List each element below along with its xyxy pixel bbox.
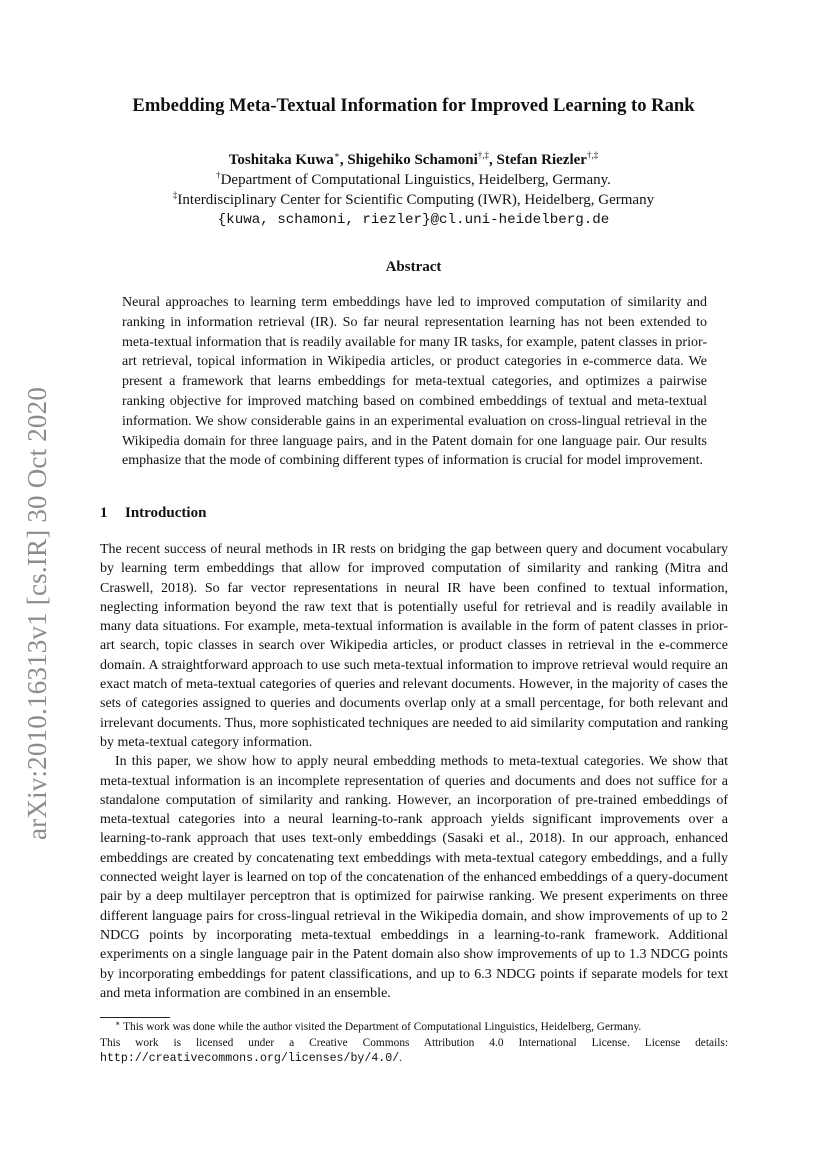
affiliation-mark: † — [216, 170, 221, 180]
author-mark: †,‡ — [477, 150, 490, 160]
paper-title: Embedding Meta-Textual Information for Improved Learning to Rank — [132, 95, 695, 116]
footnote-text: This work was done while the author visited the Department of Computational Linguistics, Heidelberg, Germany. — [123, 1021, 642, 1033]
footnotes — [100, 1020, 728, 1067]
footnote-mark: ∗ — [115, 1019, 121, 1028]
author-email[interactable]: {kuwa, schamoni, riezler}@cl.uni-heidelberg.de — [217, 212, 610, 228]
author-block — [100, 150, 727, 230]
footnote-author-note — [100, 1020, 728, 1036]
body-paragraph: In this paper, we show how to apply neural embedding methods to meta-textual categories. We show that meta-textual information is an incomplete representation of queries and documents and does not suffice for a standalone computation of similarity and ranking. However, an incorporation of pre-trained embeddings of meta-textual categories into a neural learning-to-rank approach yields significant improvements over a learning-to-rank approach that uses text-only embeddings (Sasaki et al., 2018). In our approach, enhanced embeddings are created by concatenating text embeddings with meta-textual category embeddings, and a fully connected weight layer is learned on top of the concatenation of the enhanced embeddings of a query-document pair by a deep multilayer perceptron that is optimized for pairwise ranking. We present experiments on three different language pairs for cross-lingual retrieval in the Wikipedia domain, and show improvements of up to 2 NDCG points by incorporating meta-textual embeddings in a learning-to-rank framework. Additional experiments on a single language pair in the Patent domain also show improvements of up to 1.3 NDCG points by incorporating embeddings for patent classifications, and up to 6.3 NDCG points if separate models for text and meta information are combined in an ensemble. — [100, 754, 728, 1001]
author-mark: †,‡ — [586, 150, 599, 160]
abstract-heading: Abstract — [385, 259, 442, 275]
affiliation-line — [100, 190, 727, 210]
introduction-body — [100, 540, 728, 1003]
author-name: Stefan Riezler — [496, 152, 587, 168]
license-end: . — [399, 1052, 403, 1065]
author-separator: , — [489, 152, 497, 168]
author-name: Shigehiko Schamoni — [347, 152, 478, 168]
section-title: Introduction — [125, 505, 207, 521]
license-url-link[interactable]: http://creativecommons.org/licenses/by/4.0/ — [100, 1052, 400, 1066]
affiliation-mark: ‡ — [172, 190, 178, 200]
arxiv-identifier-stamp: arXiv:2010.16313v1 [cs.IR] 30 Oct 2020 — [22, 386, 52, 840]
author-list — [100, 150, 727, 170]
body-paragraph: The recent success of neural methods in IR rests on bridging the gap between query and document vocabulary by learning term embeddings that allow for improved computation of similarity and ranking (Mitra and Craswell, 2018). So far vector representations in neural IR have been confined to textual information, neglecting information beyond the raw text that is potentially useful for retrieval and is readily available in many data situations. For example, meta-textual information is available in the form of patent classes in prior-art search, topic classes in search over Wikipedia articles, or product classes in retrieval in the e-commerce domain. A straightforward approach to use such meta-textual information to improve retrieval would require an exact match of meta-textual categories of queries and relevant documents. However, in the majority of cases the sets of categories assigned to queries and documents overlap only at a small percentage, for both relevant and irrelevant documents. Thus, more sophisticated techniques are needed to aid similarity computation and ranking by meta-textual category information. — [100, 542, 728, 750]
affiliation-text: Interdisciplinary Center for Scientific Computing (IWR), Heidelberg, Germany — [177, 192, 655, 208]
footnote-rule — [100, 1017, 170, 1018]
abstract-text: Neural approaches to learning term embeddings have led to improved computation of similarity and ranking in information retrieval (IR). So far neural representation learning has not been extended to meta-textual information that is readily available for many IR tasks, for example, patent classes in prior-art retrieval, topical information in Wikipedia articles, or product categories in e-commerce data. We present a framework that learns embeddings for meta-textual categories, and optimizes a pairwise ranking objective for improved matching based on combined embeddings of textual and meta-textual information. We show considerable gains in an experimental evaluation on cross-lingual retrieval in the Wikipedia domain for three language pairs, and in the Patent domain for one language pair. Our results emphasize that the mode of combining different types of information is crucial for model improvement. — [122, 295, 707, 469]
affiliation-line — [100, 170, 727, 190]
license-text: This work is licensed under a Creative Commons Attribution 4.0 International License. License details: — [100, 1036, 728, 1049]
author-separator: , — [339, 152, 348, 168]
section-number: 1 — [100, 505, 108, 521]
author-name: Toshitaka Kuwa — [228, 152, 334, 168]
section-heading — [100, 505, 206, 522]
affiliation-text: Department of Computational Linguistics, Heidelberg, Germany. — [220, 172, 611, 188]
footnote-license — [100, 1036, 728, 1067]
author-mark: ∗ — [333, 150, 340, 160]
